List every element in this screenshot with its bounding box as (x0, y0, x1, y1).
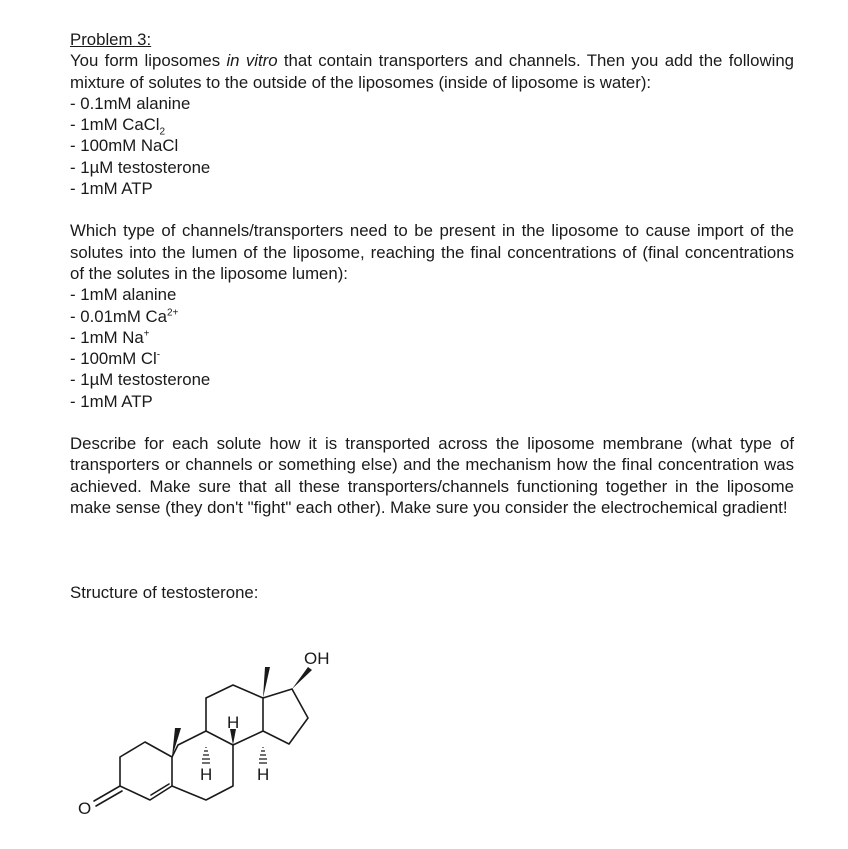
list-item: - 1µM testosterone (70, 370, 211, 390)
final-solute-list (70, 284, 794, 412)
oh-wedge (292, 667, 312, 689)
h-top-label: H (227, 713, 240, 732)
h9-hash (202, 747, 210, 763)
methyl-18-wedge (263, 667, 270, 698)
list-item: - 1mM ATP (70, 391, 153, 411)
list-item: - 0.1mM alanine (70, 93, 191, 113)
oh-label: OH (304, 649, 330, 668)
intro-emphasis: in vitro (226, 51, 278, 71)
intro-suffix: that contain transporters and channels. Then you add the following mixture of solutes to the outside of the liposomes (inside of liposome is water): (70, 51, 794, 92)
list-item: - 1mM Na+ (70, 327, 150, 347)
h14-hash (259, 747, 267, 763)
ring-d (263, 689, 308, 744)
intro-paragraph (70, 50, 794, 93)
problem-document (70, 29, 794, 604)
list-item: - 100mM Cl- (70, 349, 161, 369)
list-item: - 1µM testosterone (70, 157, 211, 177)
list-item: - 100mM NaCl (70, 136, 179, 156)
h-left-label: H (200, 765, 213, 784)
outside-solute-list (70, 93, 794, 199)
list-item: - 1mM ATP (70, 179, 153, 199)
o-label: O (78, 799, 92, 818)
list-item: - 1mM CaCl$_2$ (70, 115, 166, 138)
list-item: - 0.01mM $Ca^{2+}$ (70, 306, 179, 326)
h-right-label: H (257, 765, 270, 784)
structure-label: Structure of testosterone: (70, 583, 259, 603)
ring-a (120, 742, 172, 800)
question-paragraph: Which type of channels/transporters need to be present in the liposome to cause import of the solutes into the lumen of the liposome, reaching the final concentrations of (final concentrations of the solutes in the liposome lumen): (70, 221, 794, 283)
testosterone-structure (70, 640, 370, 849)
intro-prefix: You form liposomes (70, 51, 227, 71)
instruction-paragraph: Describe for each solute how it is transported across the liposome membrane (what type of transporters or channels or something else) and the mechanism how the final concentration was achieved. Make sure that all these transporters/channels functioning together in the liposome make sense (they don't "fight" each other). Make sure you consider the electrochemical gradient! (70, 434, 794, 517)
list-item: - 1mM alanine (70, 285, 177, 305)
problem-heading: Problem 3: (70, 30, 152, 49)
